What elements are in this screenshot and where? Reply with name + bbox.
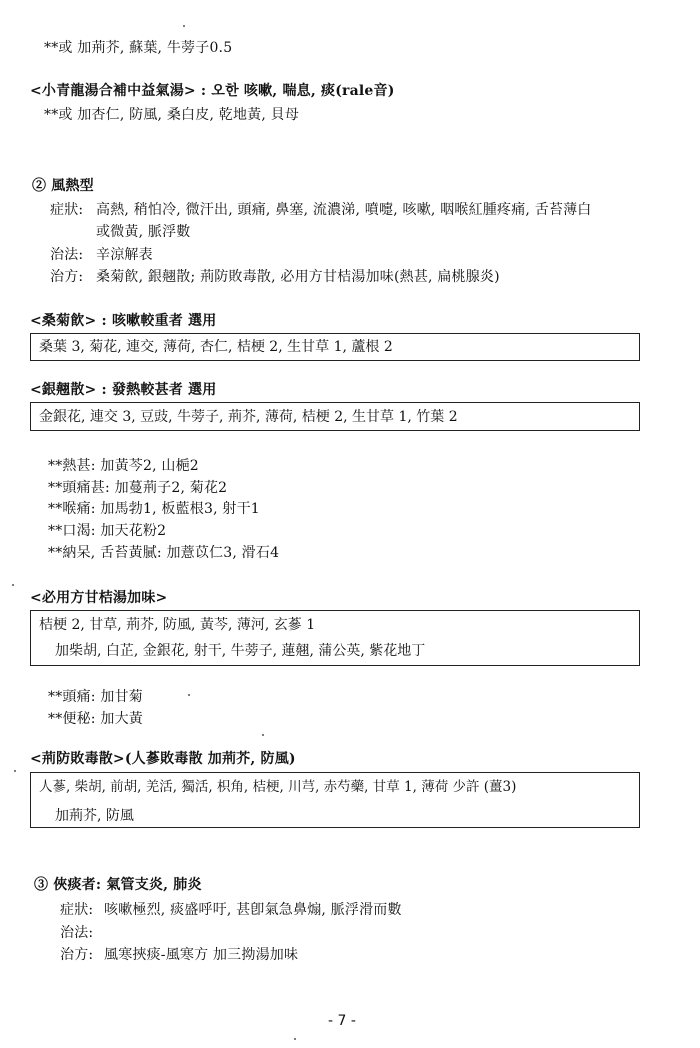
section-2-symptoms-line1: 高熱, 稍怕冷, 微汗出, 頭痛, 鼻塞, 流濃涕, 噴嚏, 咳嗽, 咽喉紅腫疼痛, 舌苔薄白	[96, 202, 592, 218]
yinqiao-note: **口渴: 加天花粉2	[48, 523, 167, 539]
sangju-title: <桑菊飮> : 咳嗽較重者 選用	[30, 313, 217, 329]
section-2-symptoms-label: 症狀:	[50, 202, 84, 218]
yinqiao-title: <銀翹散> : 發熱較甚者 選用	[30, 382, 217, 398]
section-3-heading: ③ 俠痰者: 氣管支炎, 肺炎	[34, 877, 202, 893]
yinqiao-note: **納呆, 舌苔黃膩: 加薏苡仁3, 滑石4	[48, 545, 280, 561]
yinqiao-note: **熱甚: 加黃芩2, 山梔2	[48, 458, 199, 474]
jingfang-box-line1: 人蔘, 柴胡, 前胡, 羌活, 獨活, 枳角, 桔梗, 川芎, 赤芍藥, 甘草 1, 薄荷 少許 (薑3)	[39, 779, 517, 795]
top-note: **或 加荊芥, 蘇葉, 牛蒡子0.5	[44, 40, 233, 56]
scan-speck	[14, 770, 16, 772]
section-3-method-label: 治法:	[60, 925, 94, 941]
bi-yong-box	[30, 610, 640, 666]
jingfang-title: <荊防敗毒散>(人蔘敗毒散 加荊芥, 防風)	[30, 751, 296, 767]
jingfang-box-line2: 加荊芥, 防風	[55, 808, 134, 824]
scan-speck	[188, 694, 190, 696]
jingfang-box	[30, 772, 640, 828]
section-2-symptoms-line2: 或微黃, 脈浮數	[96, 224, 191, 240]
bi-yong-box-line1: 桔梗 2, 甘草, 荊芥, 防風, 黃芩, 薄河, 玄蔘 1	[39, 617, 316, 633]
yinqiao-box	[30, 402, 640, 431]
section-2-heading: ② 風熱型	[32, 178, 94, 194]
sangju-box-text: 桑葉 3, 菊花, 連交, 薄荷, 杏仁, 桔梗 2, 生甘草 1, 蘆根 2	[39, 339, 393, 355]
formula-1-note: **或 加杏仁, 防風, 桑白皮, 乾地黃, 貝母	[44, 107, 300, 123]
scan-speck	[294, 1038, 296, 1040]
section-3-symptoms-label: 症狀:	[60, 902, 94, 918]
bi-yong-note: **頭痛: 加甘菊	[48, 689, 143, 705]
scan-speck	[12, 584, 14, 586]
section-2-method-text: 辛涼解表	[96, 247, 153, 263]
bi-yong-title: <必用方甘桔湯加味>	[30, 590, 168, 606]
yinqiao-note: **頭痛甚: 加蔓荊子2, 菊花2	[48, 480, 228, 496]
section-3-prescription-text: 風寒挾痰-風寒方 加三拗湯加味	[104, 947, 299, 963]
section-3-symptoms-text: 咳嗽極烈, 痰盛呼吁, 甚卽氣急鼻煽, 脈浮滑而數	[104, 902, 402, 918]
yinqiao-note: **喉痛: 加馬勃1, 板藍根3, 射干1	[48, 501, 260, 517]
bi-yong-box-line2: 加柴胡, 白芷, 金銀花, 射干, 牛蒡子, 蓮翹, 蒲公英, 紫花地丁	[55, 643, 426, 659]
page-number: - 7 -	[328, 1013, 356, 1029]
section-3-prescription-label: 治方:	[60, 947, 94, 963]
section-2-method-label: 治法:	[50, 247, 84, 263]
bi-yong-note: **便秘: 加大黃	[48, 711, 143, 727]
yinqiao-box-text: 金銀花, 連交 3, 豆豉, 牛蒡子, 荊芥, 薄荷, 桔梗 2, 生甘草 1, 竹葉 2	[39, 409, 458, 425]
sangju-box	[30, 333, 640, 361]
formula-1-title: <小青龍湯合補中益氣湯> : 오한 咳嗽, 喘息, 痰(rale音)	[30, 83, 395, 99]
section-2-prescription-label: 治方:	[50, 269, 84, 285]
scan-speck	[183, 25, 185, 27]
scan-speck	[262, 734, 264, 736]
section-2-prescription-text: 桑菊飮, 銀翹散; 荊防敗毒散, 必用方甘桔湯加味(熱甚, 扁桃腺炎)	[96, 269, 500, 285]
